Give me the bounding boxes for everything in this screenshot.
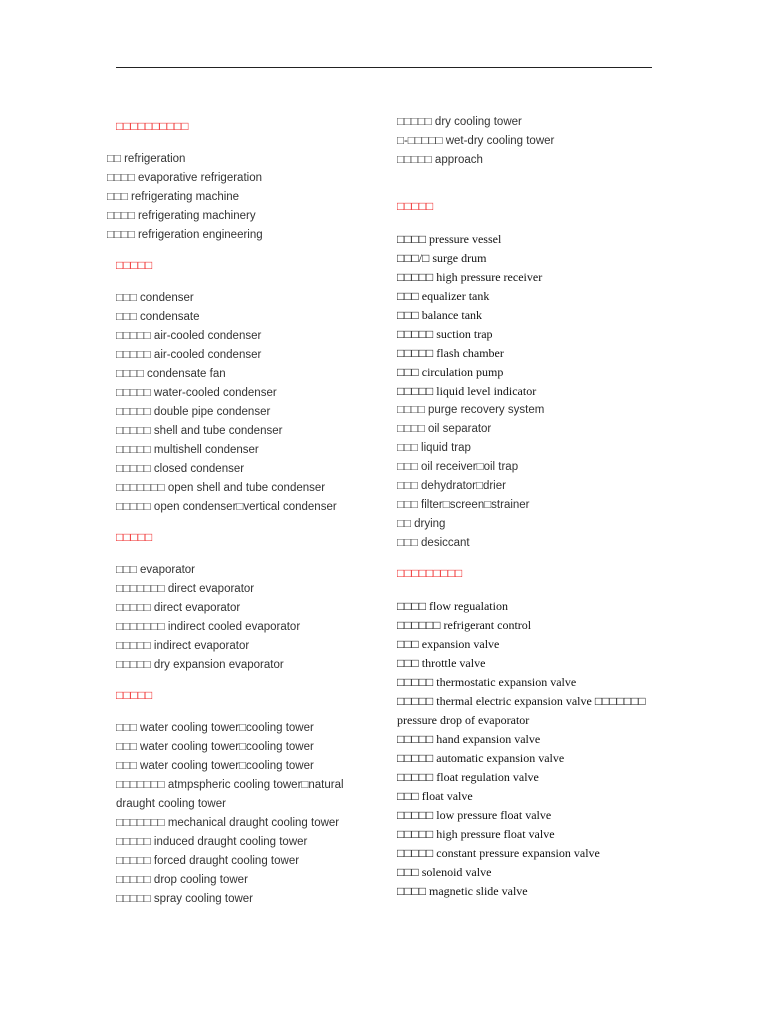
term-entry: □□□□ evaporative refrigeration bbox=[107, 172, 262, 184]
term-entry: □□□□ oil separator bbox=[397, 423, 492, 435]
section-heading: □□□□□ bbox=[397, 199, 434, 213]
term-entry: □□□ float valve bbox=[397, 789, 473, 803]
term-entry: □□□ desiccant bbox=[397, 537, 470, 549]
term-entry: □□□□□ hand expansion valve bbox=[397, 732, 541, 746]
term-entry: □□□□□□ refrigerant control bbox=[397, 618, 532, 632]
term-entry: □□□□□□□ indirect cooled evaporator bbox=[116, 621, 301, 633]
term-list bbox=[107, 719, 377, 909]
term-entry: □□□□□ air-cooled condenser bbox=[116, 349, 262, 361]
term-entry: □□□□□ induced draught cooling tower bbox=[116, 836, 308, 848]
term-entry: □□□□□ automatic expansion valve bbox=[397, 751, 565, 765]
term-entry: □□□□□ low pressure float valve bbox=[397, 808, 552, 822]
term-entry: □□□□□ thermal electric expansion valve □□□□□□□ bbox=[397, 694, 646, 708]
term-entry: □□□ condenser bbox=[116, 292, 194, 304]
term-entry: □□□□□ liquid level indicator bbox=[397, 384, 537, 398]
term-entry: □□□□ condensate fan bbox=[116, 368, 226, 380]
term-entry: pressure drop of evaporator bbox=[397, 713, 530, 727]
term-entry: □□□ water cooling tower□cooling tower bbox=[116, 741, 314, 753]
header-rule bbox=[116, 67, 652, 68]
term-entry: □□□□□□□ mechanical draught cooling tower bbox=[116, 817, 340, 829]
term-entry: □□□□□ high pressure receiver bbox=[397, 270, 543, 284]
term-entry: □□□ equalizer tank bbox=[397, 289, 490, 303]
term-entry: □□□□□ closed condenser bbox=[116, 463, 245, 475]
section-heading: □□□□□ bbox=[116, 258, 153, 272]
term-list bbox=[107, 150, 377, 245]
term-entry: □□□□□ shell and tube condenser bbox=[116, 425, 283, 437]
term-entry: □□□□ flow regualation bbox=[397, 599, 508, 613]
term-entry: □□□□□ water-cooled condenser bbox=[116, 387, 277, 399]
term-entry: □□□□□ approach bbox=[397, 154, 483, 166]
term-entry: □□□/□ surge drum bbox=[397, 251, 487, 265]
term-entry: □□□□□ spray cooling tower bbox=[116, 893, 254, 905]
term-entry: □□□□□ indirect evaporator bbox=[116, 640, 250, 652]
term-list bbox=[397, 113, 647, 170]
term-list bbox=[397, 597, 647, 901]
term-entry: □□□□□ multishell condenser bbox=[116, 444, 259, 456]
term-entry: □□□□□ high pressure float valve bbox=[397, 827, 555, 841]
term-entry: □□□ filter□screen□strainer bbox=[397, 499, 530, 511]
term-entry: □□□□□ thermostatic expansion valve bbox=[397, 675, 577, 689]
term-entry: □□□□ pressure vessel bbox=[397, 232, 502, 246]
term-entry: □□□□□ air-cooled condenser bbox=[116, 330, 262, 342]
section-heading: □□□□□ bbox=[116, 530, 153, 544]
term-entry: □□□ oil receiver□oil trap bbox=[397, 461, 519, 473]
term-entry: draught cooling tower bbox=[116, 798, 226, 810]
term-entry: □□□□□ direct evaporator bbox=[116, 602, 241, 614]
term-entry: □□□ solenoid valve bbox=[397, 865, 492, 879]
term-entry: □□□□□□□ atmpspheric cooling tower□natural bbox=[116, 779, 344, 791]
term-entry: □□□ throttle valve bbox=[397, 656, 486, 670]
term-entry: □□□□□ suction trap bbox=[397, 327, 493, 341]
term-entry: □□□□□ flash chamber bbox=[397, 346, 504, 360]
section-heading: □□□□□□□□□ bbox=[397, 566, 463, 580]
term-entry: □□□ liquid trap bbox=[397, 442, 471, 454]
term-entry: □□□ condensate bbox=[116, 311, 200, 323]
term-entry: □□□□□ double pipe condenser bbox=[116, 406, 271, 418]
term-entry: □□□ water cooling tower□cooling tower bbox=[116, 722, 314, 734]
term-entry: □□ refrigeration bbox=[107, 153, 186, 165]
term-entry: □□□□ refrigeration engineering bbox=[107, 229, 263, 241]
left-column bbox=[107, 108, 377, 909]
term-list bbox=[107, 561, 377, 675]
term-entry: □□□□□ open condenser□vertical condenser bbox=[116, 501, 337, 513]
term-entry: □□□□□ forced draught cooling tower bbox=[116, 855, 300, 867]
term-entry: □□□ balance tank bbox=[397, 308, 483, 322]
term-list bbox=[107, 289, 377, 517]
term-entry: □□□ dehydrator□drier bbox=[397, 480, 506, 492]
term-entry: □□□ circulation pump bbox=[397, 365, 504, 379]
term-list bbox=[397, 230, 647, 401]
term-entry: □□□ expansion valve bbox=[397, 637, 500, 651]
term-entry: □□□□□ drop cooling tower bbox=[116, 874, 248, 886]
term-entry: □□ drying bbox=[397, 518, 446, 530]
term-entry: □□□□ magnetic slide valve bbox=[397, 884, 528, 898]
term-entry: □□□□□ constant pressure expansion valve bbox=[397, 846, 600, 860]
term-list bbox=[397, 401, 647, 553]
term-entry: □□□□□ float regulation valve bbox=[397, 770, 539, 784]
term-entry: □□□□ purge recovery system bbox=[397, 404, 545, 416]
section-heading: □□□□□ bbox=[116, 688, 153, 702]
term-entry: □□□ water cooling tower□cooling tower bbox=[116, 760, 314, 772]
term-entry: □□□□ refrigerating machinery bbox=[107, 210, 256, 222]
term-entry: □□□□□□□ open shell and tube condenser bbox=[116, 482, 326, 494]
term-entry: □□□□□ dry expansion evaporator bbox=[116, 659, 284, 671]
term-entry: □□□ refrigerating machine bbox=[107, 191, 240, 203]
term-entry: □□□ evaporator bbox=[116, 564, 196, 576]
right-column bbox=[397, 113, 647, 901]
term-entry: □-□□□□□ wet-dry cooling tower bbox=[397, 135, 555, 147]
section-heading: □□□□□□□□□□ bbox=[116, 119, 189, 133]
term-entry: □□□□□□□ direct evaporator bbox=[116, 583, 255, 595]
term-entry: □□□□□ dry cooling tower bbox=[397, 116, 522, 128]
